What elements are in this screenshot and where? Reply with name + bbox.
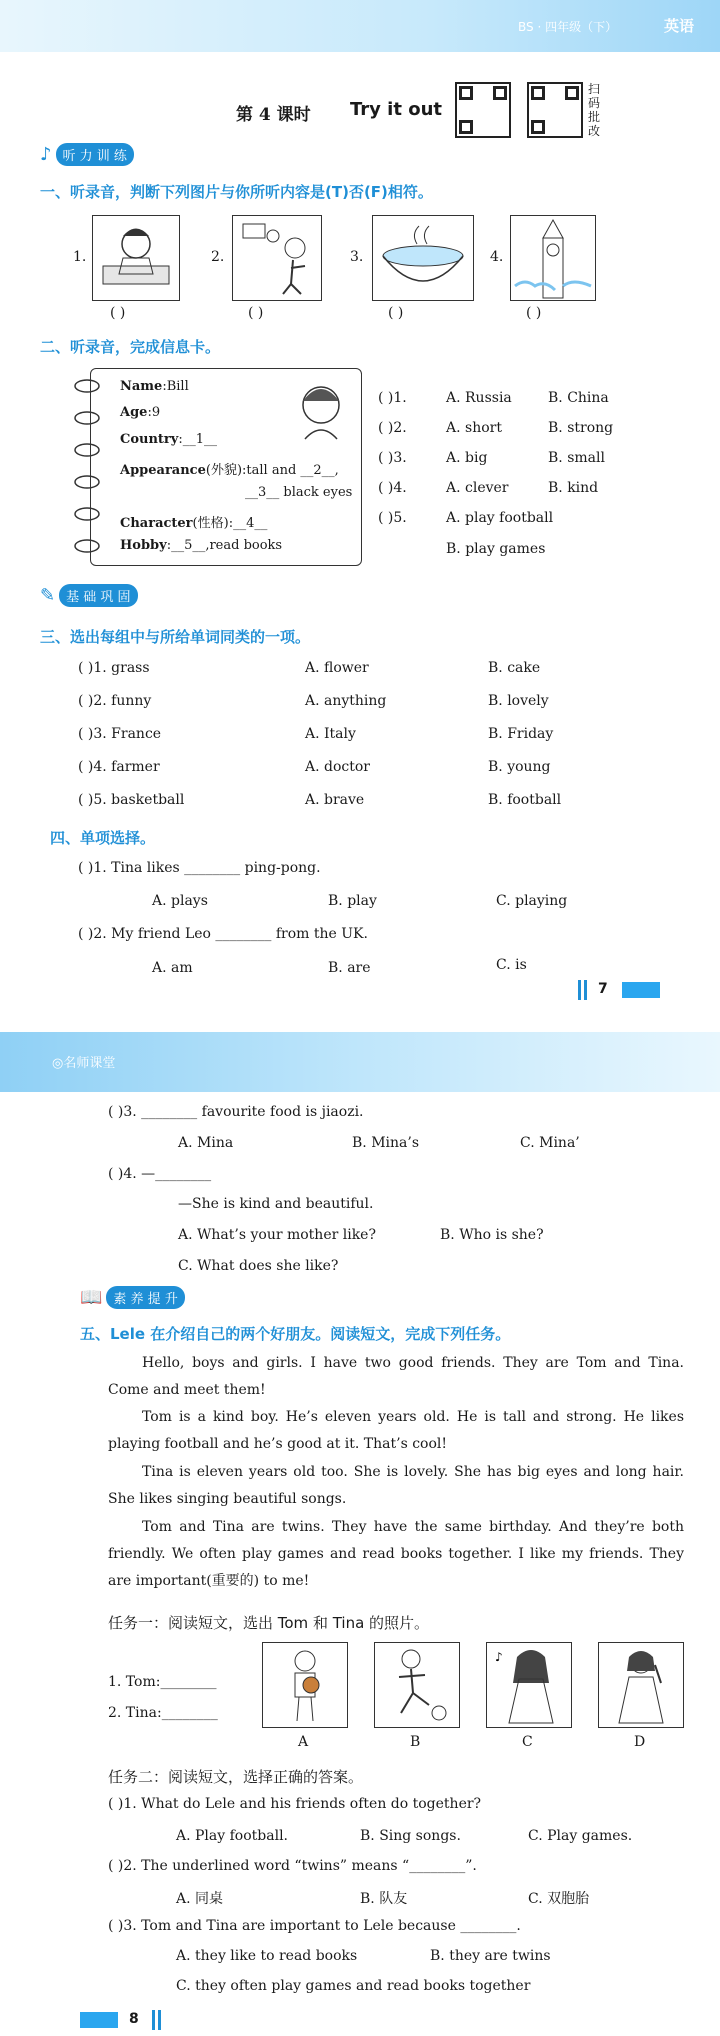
card-name-value: :Bill: [162, 379, 189, 394]
q2-item-4-b[interactable]: B. kind: [548, 480, 599, 496]
lesson-title: Try it out: [350, 99, 443, 120]
pencil-icon: ✎: [40, 584, 56, 606]
task2-q2[interactable]: ( )2. The underlined word “twins” means “________”.: [108, 1858, 477, 1874]
listening-label: 听 力 训 练: [56, 143, 134, 166]
page-marker-block-2: [80, 2012, 118, 2028]
task2-q3-a[interactable]: A. they like to read books: [176, 1948, 358, 1964]
q2-item-1-num[interactable]: ( )1.: [378, 390, 407, 406]
q1-num-1: 1.: [73, 249, 87, 265]
q3-item-2-a[interactable]: A. anything: [305, 693, 387, 709]
photo-a: [262, 1642, 348, 1728]
q5-title: 五、Lele 在介绍自己的两个好朋友。阅读短文，完成下列任务。: [80, 1325, 511, 1343]
page-number-8: 8: [129, 2011, 139, 2027]
card-hobby-value: :__5__,read books: [166, 538, 283, 553]
q4-q1[interactable]: ( )1. Tina likes ________ ping-pong.: [78, 860, 321, 876]
tower-icon: [511, 216, 595, 300]
photo-label-d: D: [634, 1734, 646, 1750]
card-age-label: Age: [120, 405, 148, 420]
q1-answer-4[interactable]: ( ): [526, 305, 542, 321]
q3-item-1-b[interactable]: B. cake: [488, 660, 541, 676]
boy-with-ball-icon: [263, 1643, 347, 1727]
q2-item-3-b[interactable]: B. small: [548, 450, 605, 466]
reading-paragraph-2: Tom is a kind boy. He’s eleven years old. He is tall and strong. He likes playing football and he’s good at it. That’s cool!: [108, 1409, 684, 1452]
reading-paragraph-4: Tom and Tina are twins. They have the same birthday. And they’re both friendly. We often play games and read books together. I like my friends. They are important(重要的) to me!: [108, 1519, 684, 1589]
q1-answer-3[interactable]: ( ): [388, 305, 404, 321]
q3-item-4-a[interactable]: A. doctor: [305, 759, 370, 775]
q4-q4-answer-line: —She is kind and beautiful.: [178, 1196, 374, 1212]
page-marker-bar-2: [584, 980, 587, 1000]
q4-q2-a[interactable]: A. am: [152, 960, 193, 976]
task1-tina[interactable]: 2. Tina:________: [108, 1705, 218, 1721]
listening-banner: [40, 141, 137, 167]
task2-q2-b[interactable]: B. 队友: [360, 1891, 408, 1907]
circle-logo-icon: ◎: [52, 1056, 64, 1071]
picture-big-ben: [510, 215, 596, 301]
card-appearance-cn: (外貌): [205, 463, 243, 478]
q2-item-4-a[interactable]: A. clever: [446, 480, 509, 496]
photo-d: [598, 1642, 684, 1728]
card-hobby-label: Hobby: [120, 538, 167, 553]
q3-title: 三、选出每组中与所给单词同类的一项。: [40, 628, 311, 646]
q3-item-4-b[interactable]: B. young: [488, 759, 551, 775]
q2-item-1-b[interactable]: B. China: [548, 390, 609, 406]
task2-q3-b[interactable]: B. they are twins: [430, 1948, 551, 1964]
card-character-value: :__4__: [228, 516, 268, 531]
q4-q3-b[interactable]: B. Mina’s: [352, 1135, 419, 1151]
picture-bowl: [372, 215, 474, 301]
literacy-label: 素 养 提 升: [106, 1286, 184, 1309]
qr-label: 扫码批改: [588, 82, 601, 138]
q4-title: 四、单项选择。: [50, 829, 156, 847]
q2-item-1-a[interactable]: A. Russia: [446, 390, 512, 406]
teacher-label: [52, 1052, 115, 1071]
q4-q1-a[interactable]: A. plays: [152, 893, 208, 909]
q2-item-5-b[interactable]: B. play games: [446, 541, 546, 557]
q3-item-4-q[interactable]: ( )4. farmer: [78, 759, 160, 775]
photo-b: [374, 1642, 460, 1728]
task1-tom[interactable]: 1. Tom:________: [108, 1674, 217, 1690]
q4-q1-c[interactable]: C. playing: [496, 893, 568, 909]
task2-q1[interactable]: ( )1. What do Lele and his friends often do together?: [108, 1796, 482, 1812]
girl-singing-icon: [487, 1643, 571, 1727]
q4-q1-b[interactable]: B. play: [328, 893, 377, 909]
girl-microphone-icon: [599, 1643, 683, 1727]
page-marker-bar-1: [578, 980, 581, 1000]
boy-portrait-icon: [291, 375, 351, 445]
q1-answer-1[interactable]: ( ): [110, 305, 126, 321]
girl-swimming-icon: [93, 216, 179, 300]
q4-q3[interactable]: ( )3. ________ favourite food is jiaozi.: [108, 1104, 364, 1120]
q4-q2-b[interactable]: B. are: [328, 960, 371, 976]
q2-item-5-num[interactable]: ( )5.: [378, 510, 407, 526]
reading-paragraph-1: Hello, boys and girls. I have two good friends. They are Tom and Tina. Come and meet them!: [108, 1355, 684, 1398]
task2-q1-b[interactable]: B. Sing songs.: [360, 1828, 461, 1844]
book-label: BS · 四年级（下）: [518, 20, 618, 34]
qr-code-1[interactable]: [455, 82, 511, 138]
q4-q2[interactable]: ( )2. My friend Leo ________ from the UK.: [78, 926, 368, 942]
page-number-7: 7: [598, 981, 608, 997]
q2-item-3-num[interactable]: ( )3.: [378, 450, 407, 466]
bowl-icon: [373, 216, 473, 300]
q3-item-3-q[interactable]: ( )3. France: [78, 726, 162, 742]
task2-q3-c[interactable]: C. they often play games and read books together: [176, 1978, 531, 1994]
q4-q3-c[interactable]: C. Mina’: [520, 1135, 580, 1151]
q1-num-3: 3.: [350, 249, 364, 265]
q3-item-3-a[interactable]: A. Italy: [305, 726, 356, 742]
picture-boy-basketball: [232, 215, 322, 301]
q4-q4-a[interactable]: A. What’s your mother like?: [178, 1227, 376, 1243]
card-age-value: :9: [147, 405, 161, 420]
page-marker-block: [622, 982, 660, 998]
q4-q3-a[interactable]: A. Mina: [178, 1135, 234, 1151]
q3-item-2-q[interactable]: ( )2. funny: [78, 693, 152, 709]
q1-num-2: 2.: [211, 249, 225, 265]
page-marker-bar-4: [158, 2010, 161, 2030]
reading-paragraph-3: Tina is eleven years old too. She is lovely. She has big eyes and long hair. She likes singing beautiful songs.: [108, 1464, 684, 1507]
q2-item-5-a[interactable]: A. play football: [446, 510, 554, 526]
card-country-label: Country: [120, 432, 179, 447]
headphone-icon: ♪: [40, 143, 52, 165]
card-country-value: :__1__: [178, 432, 217, 447]
q1-answer-2[interactable]: ( ): [248, 305, 264, 321]
card-appearance-value: :tall and __2__,: [242, 463, 339, 478]
task2-q3[interactable]: ( )3. Tom and Tina are important to Lele because ________.: [108, 1918, 521, 1934]
teacher-label-text: 名师课堂: [63, 1056, 116, 1071]
basics-banner: [40, 582, 141, 608]
boy-football-icon: [375, 1643, 459, 1727]
task2-q1-c[interactable]: C. Play games.: [528, 1828, 633, 1844]
q1-title: 一、听录音，判断下列图片与你所听内容是(T)否(F)相符。: [40, 183, 433, 201]
q3-item-1-q[interactable]: ( )1. grass: [78, 660, 150, 676]
q3-item-5-a[interactable]: A. brave: [305, 792, 365, 808]
qr-code-2[interactable]: [527, 82, 583, 138]
q3-item-3-b[interactable]: B. Friday: [488, 726, 554, 742]
basketball-icon: [233, 216, 321, 300]
task2-title: 任务二：阅读短文，选择正确的答案。: [108, 1768, 364, 1786]
basics-label: 基 础 巩 固: [59, 584, 137, 607]
q4-q4-b[interactable]: B. Who is she?: [440, 1227, 544, 1243]
photo-label-c: C: [522, 1734, 533, 1750]
book-icon: 📖: [80, 1286, 103, 1308]
q1-num-4: 4.: [490, 249, 504, 265]
q3-item-5-b[interactable]: B. football: [488, 792, 562, 808]
spiral-binding-icon: [72, 374, 102, 560]
photo-label-b: B: [410, 1734, 421, 1750]
q2-item-4-num[interactable]: ( )4.: [378, 480, 407, 496]
q3-item-5-q[interactable]: ( )5. basketball: [78, 792, 185, 808]
card-appearance-label: Appearance: [120, 463, 206, 478]
q4-q2-c[interactable]: C. is: [496, 957, 527, 973]
q4-q4[interactable]: ( )4. —________: [108, 1166, 212, 1182]
svg-text:♪: ♪: [495, 1650, 503, 1664]
q3-item-1-a[interactable]: A. flower: [305, 660, 369, 676]
q2-title: 二、听录音，完成信息卡。: [40, 338, 221, 356]
picture-girl-swimming: [92, 215, 180, 301]
task2-q1-a[interactable]: A. Play football.: [176, 1828, 288, 1844]
q2-item-3-a[interactable]: A. big: [446, 450, 488, 466]
task2-q2-c[interactable]: C. 双胞胎: [528, 1891, 590, 1907]
q2-item-2-b[interactable]: B. strong: [548, 420, 614, 436]
literacy-banner: [80, 1284, 188, 1310]
lesson-number: 第 4 课时: [236, 105, 311, 125]
subject-label: 英语: [664, 17, 695, 35]
card-character-label: Character: [120, 516, 193, 531]
photo-c: [486, 1642, 572, 1728]
card-character-cn: (性格): [192, 516, 229, 531]
card-name-label: Name: [120, 379, 163, 394]
q3-item-2-b[interactable]: B. lovely: [488, 693, 549, 709]
photo-label-a: A: [298, 1734, 309, 1750]
task1-title: 任务一：阅读短文，选出 Tom 和 Tina 的照片。: [108, 1614, 430, 1632]
task2-q2-a[interactable]: A. 同桌: [176, 1891, 224, 1907]
q4-q4-c[interactable]: C. What does she like?: [178, 1258, 339, 1274]
card-appearance-value2: __3__ black eyes: [245, 485, 353, 500]
q2-item-2-a[interactable]: A. short: [446, 420, 502, 436]
q2-item-2-num[interactable]: ( )2.: [378, 420, 407, 436]
page-marker-bar-3: [152, 2010, 155, 2030]
